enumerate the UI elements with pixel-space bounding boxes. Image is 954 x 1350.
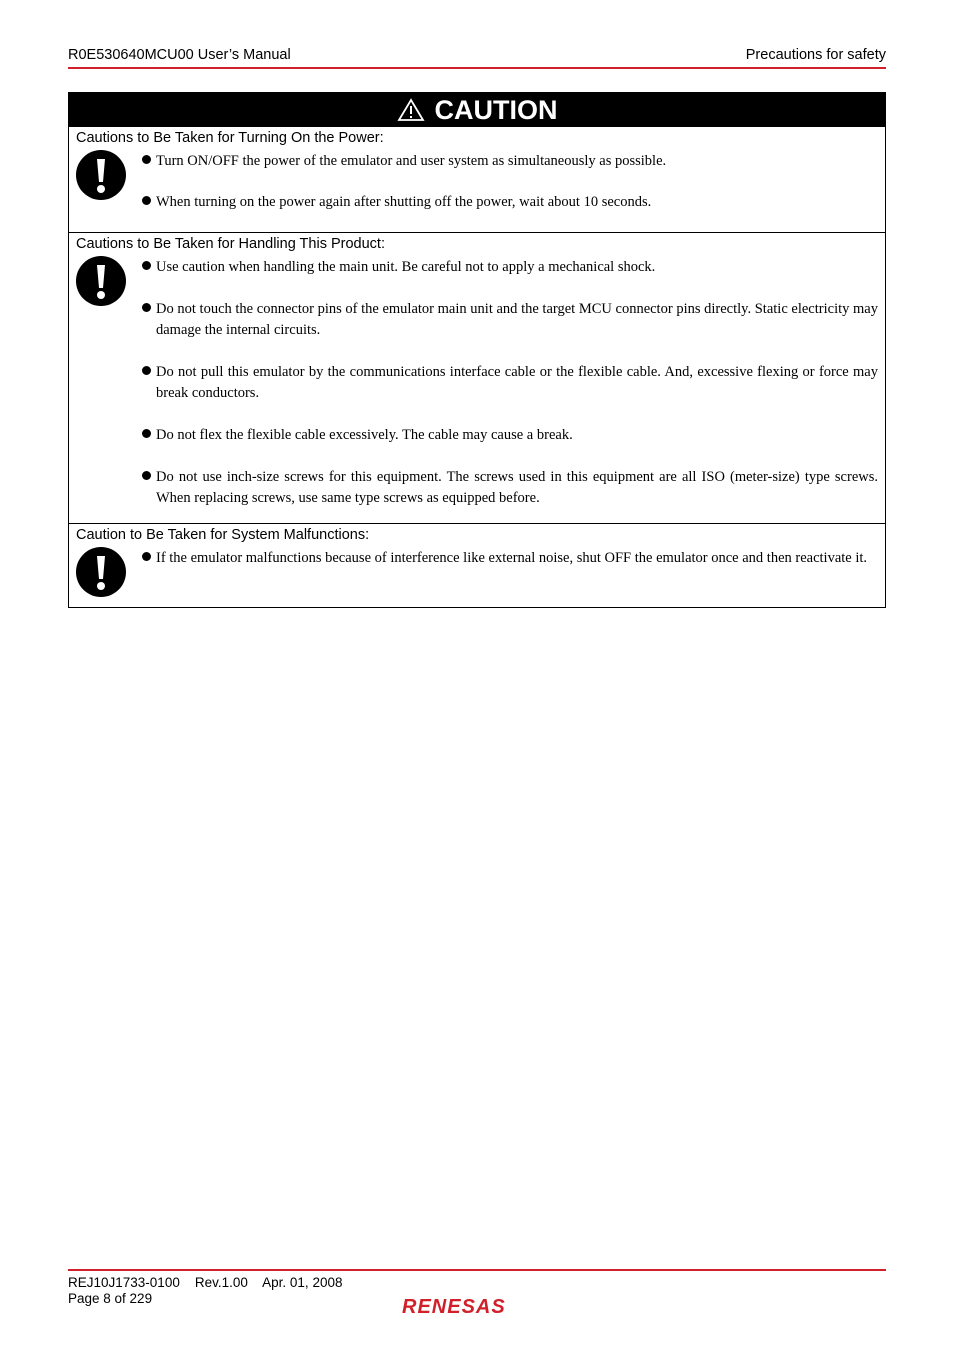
section-malfunctions [69, 523, 885, 607]
exclamation-circle-icon [76, 150, 126, 200]
section-power [69, 127, 885, 232]
caution-banner [69, 93, 885, 127]
bullet-icon [142, 366, 151, 375]
logo-text: RENESAS [402, 1296, 506, 1318]
bullet-list [142, 548, 878, 569]
doc-info [68, 1275, 342, 1291]
list-item: Turn ON/OFF the power of the emulator and user system as simultaneously as possible. [142, 151, 878, 172]
revision: Rev.1.00 [194, 1275, 248, 1290]
exclamation-circle-icon [76, 256, 126, 306]
manual-title: R0E530640MCU00 User’s Manual [68, 47, 291, 63]
section-title: Cautions to Be Taken for Handling This Product: [76, 236, 385, 252]
date: Apr. 01, 2008 [262, 1275, 343, 1290]
list-item: Do not use inch-size screws for this equipment. The screws used in this equipment are all ISO (meter-size) type screws. When replacing screws, use same type screws as equipped before. [142, 467, 878, 509]
bullet-icon [142, 155, 151, 164]
renesas-logo [402, 1293, 552, 1319]
list-item: Do not pull this emulator by the communications interface cable or the flexible cable. And, excessive flexing or force may break conductors. [142, 362, 878, 404]
footer-rule [68, 1269, 886, 1271]
bullet-icon [142, 552, 151, 561]
bullet-icon [142, 471, 151, 480]
section-title: Cautions to Be Taken for Turning On the Power: [76, 130, 384, 146]
section-handling [69, 232, 885, 523]
section-title: Caution to Be Taken for System Malfunctions: [76, 527, 370, 543]
list-item: When turning on the power again after shutting off the power, wait about 10 seconds. [142, 192, 878, 213]
page-footer [68, 1275, 342, 1307]
caution-table [68, 92, 886, 608]
bullet-icon [142, 303, 151, 312]
bullet-icon [142, 429, 151, 438]
list-item: If the emulator malfunctions because of interference like external noise, shut OFF the emulator once and then reactivate it. [142, 548, 878, 569]
bullet-icon [142, 196, 151, 205]
warning-triangle-icon [397, 98, 425, 122]
caution-label: CAUTION [434, 94, 558, 125]
page-number: Page 8 of 229 [68, 1291, 153, 1306]
doc-number: REJ10J1733-0100 [68, 1275, 180, 1290]
list-item: Use caution when handling the main unit. Be careful not to apply a mechanical shock. [142, 257, 878, 278]
list-item: Do not touch the connector pins of the emulator main unit and the target MCU connector pins directly. Static electricity may damage the internal circuits. [142, 299, 878, 341]
section-name: Precautions for safety [745, 47, 886, 63]
exclamation-circle-icon [76, 547, 126, 597]
list-item: Do not flex the flexible cable excessively. The cable may cause a break. [142, 425, 878, 446]
bullet-icon [142, 261, 151, 270]
bullet-list [142, 151, 878, 213]
bullet-list [142, 257, 878, 509]
page-header [68, 47, 886, 69]
